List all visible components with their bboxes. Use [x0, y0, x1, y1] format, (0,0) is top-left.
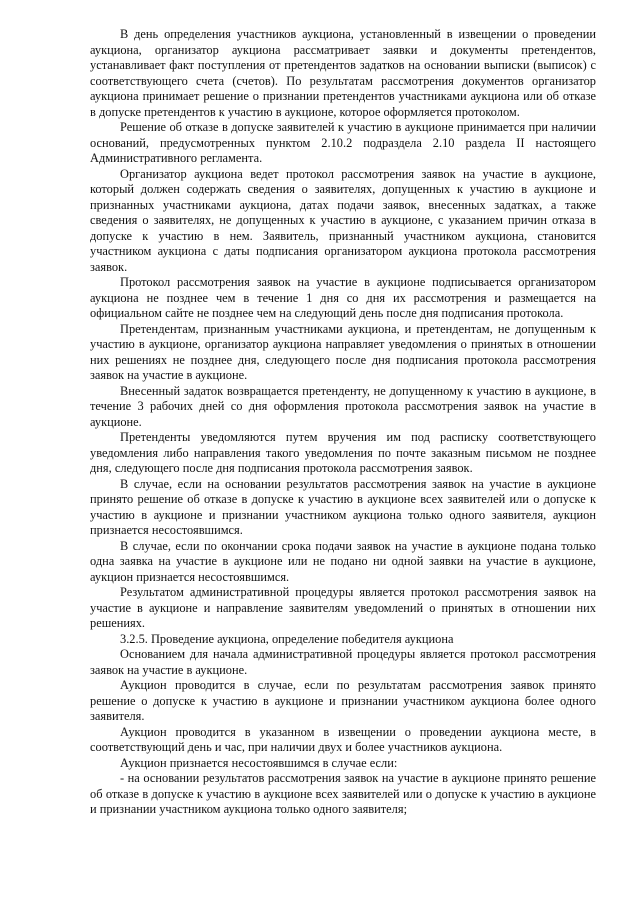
paragraph-failed-auction-single-bid: В случае, если по окончании срока подачи заявок на участие в аукционе подана только одна заявка на участие в аукционе или не подано ни одной заявки на участие в аукционе, аукцион признается несостоявшимся.: [90, 538, 596, 584]
paragraph-failed-auction-intro: Аукцион признается несостоявшимся в случае если:: [120, 755, 398, 770]
paragraph-auction-place-time: Аукцион проводится в указанном в извещении о проведении аукциона месте, в соответствующий день и час, при наличии двух и более участников аукциона.: [90, 724, 596, 754]
paragraph-participants-determination: В день определения участников аукциона, установленный в извещении о проведении аукциона, организатор аукциона рассматривает заявки и документы претендентов, устанавливает факт поступления от претендентов задатков на основании выписки (выписок) с соответствующего счета (счетов). По результатам рассмотрения документов организатор аукциона принимает решение о признании претендентов участниками аукциона или об отказе в допуске претендентов к участию в аукционе, которое оформляется протоколом.: [90, 27, 596, 119]
paragraph-refusal-decision: Решение об отказе в допуске заявителей к участию в аукционе принимается при наличии оснований, предусмотренных пунктом 2.10.2 подраздела 2.10 раздела II настоящего Административного регламента.: [90, 120, 596, 165]
document-body: [90, 27, 596, 818]
paragraph-protocol-signing: Протокол рассмотрения заявок на участие в аукционе подписывается организатором аукциона не позднее чем в течение 1 дня со дня их рассмотрения и размещается на официальном сайте не позднее чем на следующий день после дня подписания протокола.: [90, 275, 596, 320]
paragraph-failed-auction-refusal: В случае, если на основании результатов рассмотрения заявок на участие в аукционе принято решение об отказе в допуске к участию в аукционе всех заявителей или о допуске к участию в аукционе и признании участником аукциона только одного заявителя, аукцион признается несостоявшимся.: [90, 476, 596, 537]
paragraph-deposit-return: Внесенный задаток возвращается претенденту, не допущенному к участию в аукционе, в течение 3 рабочих дней со дня оформления протокола рассмотрения заявок на участие в аукционе.: [90, 383, 596, 429]
paragraph-notifications: Претендентам, признанным участниками аукциона, и претендентам, не допущенным к участию в аукционе, организатор аукциона направляет уведомления о принятых в отношении них решениях не позднее дня, следующего после дня подписания протокола рассмотрения заявок на участие в аукционе.: [90, 321, 596, 382]
paragraph-auction-condition: Аукцион проводится в случае, если по результатам рассмотрения заявок принято решение о допуске к участию в аукционе и признании участником аукциона более одного заявителя.: [90, 678, 596, 723]
list-item-failed-auction-case: - на основании результатов рассмотрения заявок на участие в аукционе принято решение об отказе в допуске к участию в аукционе всех заявителей или о допуске к участию в аукционе и признании участником аукциона только одного заявителя;: [90, 771, 596, 816]
paragraph-procedure-result: Результатом административной процедуры является протокол рассмотрения заявок на участие в аукционе и направление заявителям уведомлений о принятых в отношении них решениях.: [90, 585, 596, 630]
paragraph-procedure-basis: Основанием для начала административной процедуры является протокол рассмотрения заявок на участие в аукционе.: [90, 647, 596, 677]
section-heading-3-2-5: 3.2.5. Проведение аукциона, определение победителя аукциона: [120, 631, 454, 646]
paragraph-notification-method: Претенденты уведомляются путем вручения им под расписку соответствующего уведомления либо направления такого уведомления по почте заказным письмом не позднее дня, следующего после дня подписания протокола рассмотрения заявок.: [90, 430, 596, 475]
paragraph-protocol-contents: Организатор аукциона ведет протокол рассмотрения заявок на участие в аукционе, который должен содержать сведения о заявителях, допущенных к участию в аукционе и признанных участниками аукциона, датах подачи заявок, внесенных задатках, а также сведения о заявителях, не допущенных к участию в аукционе, с указанием причин отказа в допуске к участию в нем. Заявитель, признанный участником аукциона, становится участником аукциона с даты подписания организатором аукциона протокола рассмотрения заявок.: [90, 166, 596, 274]
